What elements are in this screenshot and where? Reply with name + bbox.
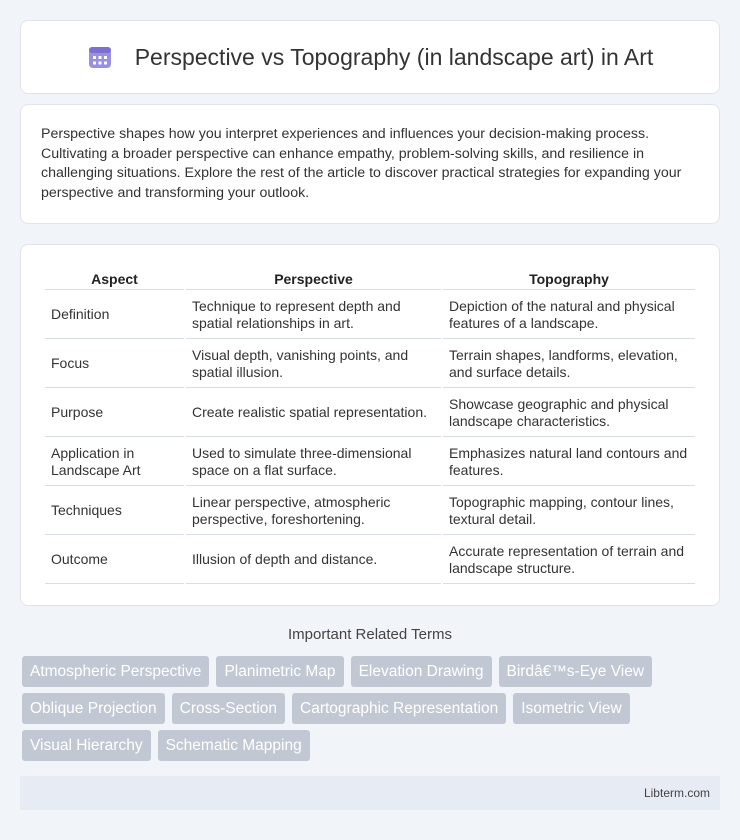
table-row <box>45 390 695 437</box>
header-aspect: Aspect <box>45 268 184 290</box>
table-row <box>45 341 695 388</box>
table-header-row <box>45 268 695 290</box>
cell-aspect: Definition <box>45 292 184 339</box>
cell-perspective: Create realistic spatial representation. <box>186 390 441 437</box>
comparison-card <box>20 244 720 606</box>
header-topography: Topography <box>443 268 695 290</box>
cell-perspective: Used to simulate three-dimensional space on a flat surface. <box>186 439 441 486</box>
cell-topography: Depiction of the natural and physical features of a landscape. <box>443 292 695 339</box>
table-row <box>45 488 695 535</box>
cell-topography: Accurate representation of terrain and landscape structure. <box>443 537 695 584</box>
related-term-tag[interactable]: Cartographic Representation <box>292 693 506 724</box>
page-title: Perspective vs Topography (in landscape art) in Art <box>134 43 654 70</box>
related-term-tag[interactable]: Isometric View <box>513 693 630 724</box>
cell-aspect: Focus <box>45 341 184 388</box>
related-terms-title: Important Related Terms <box>288 626 452 643</box>
related-term-tag[interactable]: Oblique Projection <box>22 693 165 724</box>
related-term-tag[interactable]: Schematic Mapping <box>158 730 310 761</box>
comparison-table <box>43 266 697 586</box>
table-row <box>45 439 695 486</box>
intro-card <box>20 104 720 224</box>
related-terms-list <box>22 656 722 767</box>
intro-text: Perspective shapes how you interpret experiences and influences your decision-making process. Cultivating a broader perspective can enhance empathy, problem-solving skills, and resilience in challenging situations. Explore the rest of the article to discover practical strategies for expanding your perspective and transforming your outlook. <box>41 126 682 201</box>
cell-perspective: Illusion of depth and distance. <box>186 537 441 584</box>
cell-perspective: Visual depth, vanishing points, and spatial illusion. <box>186 341 441 388</box>
cell-perspective: Linear perspective, atmospheric perspective, foreshortening. <box>186 488 441 535</box>
related-term-tag[interactable]: Visual Hierarchy <box>22 730 151 761</box>
cell-topography: Topographic mapping, contour lines, textural detail. <box>443 488 695 535</box>
table-row <box>45 537 695 584</box>
related-term-tag[interactable]: Atmospheric Perspective <box>22 656 209 687</box>
cell-aspect: Purpose <box>45 390 184 437</box>
cell-topography: Showcase geographic and physical landscape characteristics. <box>443 390 695 437</box>
related-term-tag[interactable]: Planimetric Map <box>216 656 343 687</box>
header-perspective: Perspective <box>186 268 441 290</box>
related-term-tag[interactable]: Birdâ€™s-Eye View <box>499 656 653 687</box>
title-card <box>20 20 720 94</box>
footer <box>20 776 720 810</box>
related-term-tag[interactable]: Cross-Section <box>172 693 285 724</box>
cell-topography: Terrain shapes, landforms, elevation, and surface details. <box>443 341 695 388</box>
cell-topography: Emphasizes natural land contours and features. <box>443 439 695 486</box>
related-term-tag[interactable]: Elevation Drawing <box>351 656 492 687</box>
cell-perspective: Technique to represent depth and spatial relationships in art. <box>186 292 441 339</box>
calendar-grid-icon <box>87 44 113 70</box>
footer-site-link[interactable]: Libterm.com <box>643 786 710 800</box>
cell-aspect: Outcome <box>45 537 184 584</box>
cell-aspect: Application in Landscape Art <box>45 439 184 486</box>
table-row <box>45 292 695 339</box>
cell-aspect: Techniques <box>45 488 184 535</box>
